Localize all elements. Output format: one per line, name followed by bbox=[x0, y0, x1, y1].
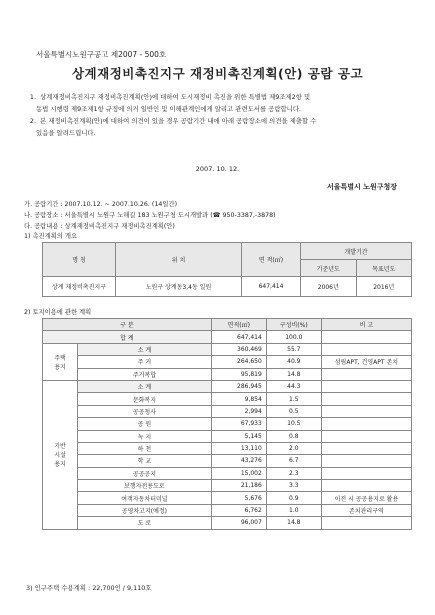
table-cell bbox=[321, 442, 411, 454]
table-cell: 1.5 bbox=[266, 393, 321, 405]
table-cell: 녹 지 bbox=[78, 430, 212, 442]
group-label: 기반 시설 용지 bbox=[43, 380, 78, 529]
table-cell: 14.8 bbox=[266, 517, 321, 529]
paragraph-text: 본 재정비촉진계획(안)에 대하여 의견이 있을 경우 공람기간 내에 아래 공람장소에 의견을 제출할 수 bbox=[40, 117, 317, 125]
table-row bbox=[43, 492, 412, 504]
table-header: 기준년도 bbox=[301, 260, 357, 277]
table-cell bbox=[321, 331, 411, 343]
table-header: 구성비(%) bbox=[266, 319, 321, 331]
notice-date: 2007. 10. 12. bbox=[195, 165, 240, 173]
table-cell: 55.7 bbox=[266, 343, 321, 355]
table-cell: 노원구 상계동3,4동 일원 bbox=[116, 277, 242, 297]
plan-overview-table bbox=[42, 242, 412, 297]
paragraph-text: 동법 시행령 제9조제1항 규정에 의거 일반인 및 이해관계인에게 알리고 관련도서를 공람합니다. bbox=[36, 105, 302, 113]
table-cell bbox=[321, 343, 411, 355]
table-row bbox=[43, 343, 412, 355]
table-cell: 2.0 bbox=[266, 442, 321, 454]
table-cell: 6,762 bbox=[211, 504, 266, 516]
table-cell: 2,994 bbox=[211, 405, 266, 417]
table-header: 명 칭 bbox=[43, 243, 116, 277]
page-title: 상계재정비촉진지구 재정비촉진계획(안) 공람 공고 bbox=[71, 66, 364, 81]
info-period: 가. 공람기간 : 2007.10.12. ~ 2007.10.26. (14일간) bbox=[24, 201, 178, 208]
table-row bbox=[43, 331, 412, 343]
table-cell bbox=[321, 455, 411, 467]
table-cell: 0.8 bbox=[266, 430, 321, 442]
table-header: 면 적(㎡) bbox=[242, 243, 301, 277]
table-cell bbox=[321, 368, 411, 380]
table-cell: 하 천 bbox=[78, 442, 212, 454]
table-cell: 도 로 bbox=[78, 517, 212, 529]
table-cell: 이전 시 공공용지로 활용 bbox=[321, 492, 411, 504]
table-row bbox=[43, 393, 412, 405]
table-cell bbox=[321, 393, 411, 405]
table-cell: 43,276 bbox=[211, 455, 266, 467]
issuer: 서울특별시 노원구청장 bbox=[326, 183, 397, 191]
table-header: 목표년도 bbox=[356, 260, 412, 277]
table-cell: 95,819 bbox=[211, 368, 266, 380]
table-cell: 14.8 bbox=[266, 368, 321, 380]
table-cell: 2.3 bbox=[266, 467, 321, 479]
table-cell bbox=[321, 380, 411, 392]
table-row bbox=[43, 517, 412, 529]
table-cell: 주거복합 bbox=[78, 368, 212, 380]
table-row bbox=[43, 442, 412, 454]
table-cell: 21,186 bbox=[211, 480, 266, 492]
table-cell bbox=[321, 480, 411, 492]
table-header: 개발기간 bbox=[301, 243, 412, 260]
table-cell bbox=[321, 517, 411, 529]
table-cell: 264,650 bbox=[211, 356, 266, 368]
table-cell: 647,414 bbox=[242, 277, 301, 297]
table-row bbox=[43, 504, 412, 516]
table-row bbox=[43, 380, 412, 392]
table-row bbox=[43, 368, 412, 380]
table-cell: 문화복지 bbox=[78, 393, 212, 405]
table-cell: 1.0 bbox=[266, 504, 321, 516]
paragraph-2 bbox=[26, 115, 316, 139]
info-content: 다. 공람내용 : 상계재정비촉진지구 재정비촉진계획(안) bbox=[24, 223, 175, 230]
table-cell: 6.7 bbox=[266, 455, 321, 467]
table-row bbox=[43, 455, 412, 467]
table-cell: 9,854 bbox=[211, 393, 266, 405]
paragraph-1 bbox=[26, 91, 310, 115]
table-cell: 5,676 bbox=[211, 492, 266, 504]
table-cell: 286,945 bbox=[211, 380, 266, 392]
table-cell bbox=[321, 467, 411, 479]
table-cell: 2006년 bbox=[301, 277, 357, 297]
section-1-title: 1) 촉진계획의 개요 bbox=[24, 233, 78, 240]
table-cell: 647,414 bbox=[211, 331, 266, 343]
table-cell: 100.0 bbox=[266, 331, 321, 343]
land-use-table bbox=[42, 318, 412, 530]
table-cell: 공 원 bbox=[78, 418, 212, 430]
section-3: 3) 인구주택 수용계획 : 22,700인 / 9,110호 bbox=[26, 584, 152, 592]
table-cell bbox=[321, 405, 411, 417]
table-cell: 0.9 bbox=[266, 492, 321, 504]
table-cell: 44.3 bbox=[266, 380, 321, 392]
table-cell: 소 계 bbox=[78, 380, 212, 392]
table-cell: 0.5 bbox=[266, 405, 321, 417]
table-cell: 주 거 bbox=[78, 356, 212, 368]
table-cell: 13,110 bbox=[211, 442, 266, 454]
table-cell: 3.3 bbox=[266, 480, 321, 492]
table-cell bbox=[321, 430, 411, 442]
table-row bbox=[43, 356, 412, 368]
paragraph-text: 있음을 알려드립니다. bbox=[36, 129, 96, 137]
table-cell: 여객자동차터미널 bbox=[78, 492, 212, 504]
table-cell: 360,469 bbox=[211, 343, 266, 355]
group-label: 주택 용지 bbox=[43, 343, 78, 380]
notice-number: 서울특별시노원구공고 제2007 - 500호 bbox=[36, 50, 167, 59]
table-row bbox=[43, 405, 412, 417]
table-cell: 67,933 bbox=[211, 418, 266, 430]
table-cell: 보행자전용도로 bbox=[78, 480, 212, 492]
table-cell: 2016년 bbox=[356, 277, 412, 297]
table-cell: 합 계 bbox=[43, 331, 212, 343]
table-header: 면적(㎡) bbox=[211, 319, 266, 331]
table-cell: 공공청사 bbox=[78, 405, 212, 417]
info-location: 나. 공람장소 : 서울특별시 노원구 노해길 183 노원구청 도시개발과 (☎ 950-3387,-3878) bbox=[24, 212, 276, 219]
table-row bbox=[43, 418, 412, 430]
table-cell: 존치관리구역 bbox=[321, 504, 411, 516]
table-cell: 공공공지 bbox=[78, 467, 212, 479]
table-cell: 15,002 bbox=[211, 467, 266, 479]
paragraph-text: 상계재정비촉진지구 재정비촉진계획(안)에 대하여 도시재정비 촉진을 위한 특별법 제9조제2항 및 bbox=[40, 93, 311, 101]
table-row bbox=[43, 430, 412, 442]
table-header: 비 고 bbox=[321, 319, 411, 331]
table-row bbox=[43, 480, 412, 492]
table-row bbox=[43, 467, 412, 479]
table-cell: 40.9 bbox=[266, 356, 321, 368]
table-cell: 96,007 bbox=[211, 517, 266, 529]
table-cell: 학 교 bbox=[78, 455, 212, 467]
paragraph-number: 1. bbox=[29, 93, 36, 101]
table-cell: 섬림APT, 건영APT 존치 bbox=[321, 356, 411, 368]
paragraph-number: 2. bbox=[29, 117, 36, 125]
table-cell: 소 계 bbox=[78, 343, 212, 355]
table-cell bbox=[321, 418, 411, 430]
table-cell: 5,145 bbox=[211, 430, 266, 442]
table-cell: 10.5 bbox=[266, 418, 321, 430]
table-cell: 공영차고지(예정) bbox=[78, 504, 212, 516]
table-cell: 상계 재정비촉진지구 bbox=[43, 277, 116, 297]
table-header: 구 분 bbox=[43, 319, 212, 331]
table-header: 위 치 bbox=[116, 243, 242, 277]
section-2-title: 2) 토지이용에 관한 계획 bbox=[24, 309, 92, 316]
